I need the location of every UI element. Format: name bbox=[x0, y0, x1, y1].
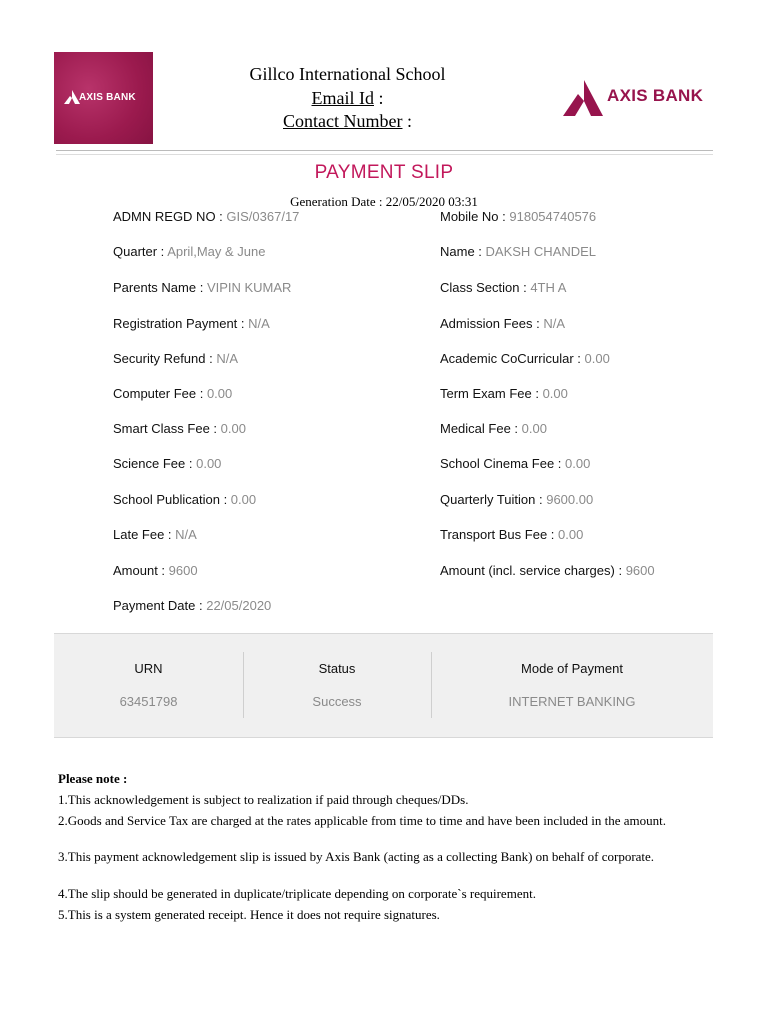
logo-left-text: AXIS BANK bbox=[79, 92, 136, 103]
field-computer-fee: Computer Fee : 0.00 bbox=[113, 386, 233, 401]
field-mobile-no: Mobile No : 918054740576 bbox=[440, 209, 597, 224]
field-late-fee: Late Fee : N/A bbox=[113, 527, 197, 542]
status-column bbox=[243, 634, 431, 737]
note-item: 1.This acknowledgement is subject to realization if paid through cheques/DDs. bbox=[58, 792, 469, 807]
urn-column bbox=[54, 634, 243, 737]
slip-title: PAYMENT SLIP bbox=[314, 162, 454, 183]
mode-column bbox=[431, 634, 713, 737]
generation-date: Generation Date : 22/05/2020 03:31 bbox=[290, 194, 478, 209]
note-item: 2.Goods and Service Tax are charged at the rates applicable from time to time and have been included in the amount. bbox=[58, 813, 666, 828]
field-security-refund: Security Refund : N/A bbox=[113, 351, 238, 366]
field-academic-cocurricular: Academic CoCurricular : 0.00 bbox=[440, 351, 610, 366]
school-name: Gillco International School bbox=[249, 64, 446, 84]
header-divider-secondary bbox=[56, 154, 713, 155]
field-parents-name: Parents Name : VIPIN KUMAR bbox=[113, 280, 292, 295]
field-quarterly-tuition: Quarterly Tuition : 9600.00 bbox=[440, 492, 594, 507]
field-transport-bus-fee: Transport Bus Fee : 0.00 bbox=[440, 527, 584, 542]
status-label: Status bbox=[318, 661, 356, 676]
email-label: Email Id bbox=[311, 88, 374, 108]
header-divider bbox=[56, 150, 713, 151]
field-quarter: Quarter : April,May & June bbox=[113, 244, 266, 259]
notes-title: Please note : bbox=[58, 771, 128, 786]
mode-of-payment-value: INTERNET BANKING bbox=[508, 694, 636, 709]
mode-of-payment-label: Mode of Payment bbox=[521, 661, 623, 676]
field-payment-date: Payment Date : 22/05/2020 bbox=[113, 598, 272, 613]
note-item: 5.This is a system generated receipt. Hence it does not require signatures. bbox=[58, 907, 440, 922]
note-item: 4.The slip should be generated in duplicate/triplicate depending on corporate`s requirement. bbox=[58, 886, 536, 901]
field-admission-fees: Admission Fees : N/A bbox=[440, 316, 565, 331]
contact-line bbox=[0, 111, 695, 132]
field-name: Name : DAKSH CHANDEL bbox=[440, 244, 597, 259]
contact-label: Contact Number bbox=[283, 111, 403, 131]
field-school-publication: School Publication : 0.00 bbox=[113, 492, 257, 507]
field-school-cinema-fee: School Cinema Fee : 0.00 bbox=[440, 456, 591, 471]
field-admn-regd-no: ADMN REGD NO : GIS/0367/17 bbox=[113, 209, 300, 224]
field-amount-incl-service-charges: Amount (incl. service charges) : 9600 bbox=[440, 563, 655, 578]
field-term-exam-fee: Term Exam Fee : 0.00 bbox=[440, 386, 568, 401]
transaction-summary bbox=[54, 633, 713, 738]
field-class-section: Class Section : 4TH A bbox=[440, 280, 567, 295]
status-value: Success bbox=[312, 694, 362, 709]
contact-separator: : bbox=[402, 111, 412, 131]
field-medical-fee: Medical Fee : 0.00 bbox=[440, 421, 547, 436]
urn-value: 63451798 bbox=[119, 694, 178, 709]
email-line bbox=[0, 88, 695, 109]
field-registration-payment: Registration Payment : N/A bbox=[113, 316, 270, 331]
field-smart-class-fee: Smart Class Fee : 0.00 bbox=[113, 421, 246, 436]
email-separator: : bbox=[373, 88, 384, 108]
urn-label: URN bbox=[134, 661, 163, 676]
field-amount: Amount : 9600 bbox=[113, 563, 198, 578]
logo-right-text: AXIS BANK bbox=[607, 86, 704, 105]
note-item: 3.This payment acknowledgement slip is issued by Axis Bank (acting as a collecting Bank) on behalf of corporate. bbox=[58, 849, 655, 864]
field-science-fee: Science Fee : 0.00 bbox=[113, 456, 222, 471]
